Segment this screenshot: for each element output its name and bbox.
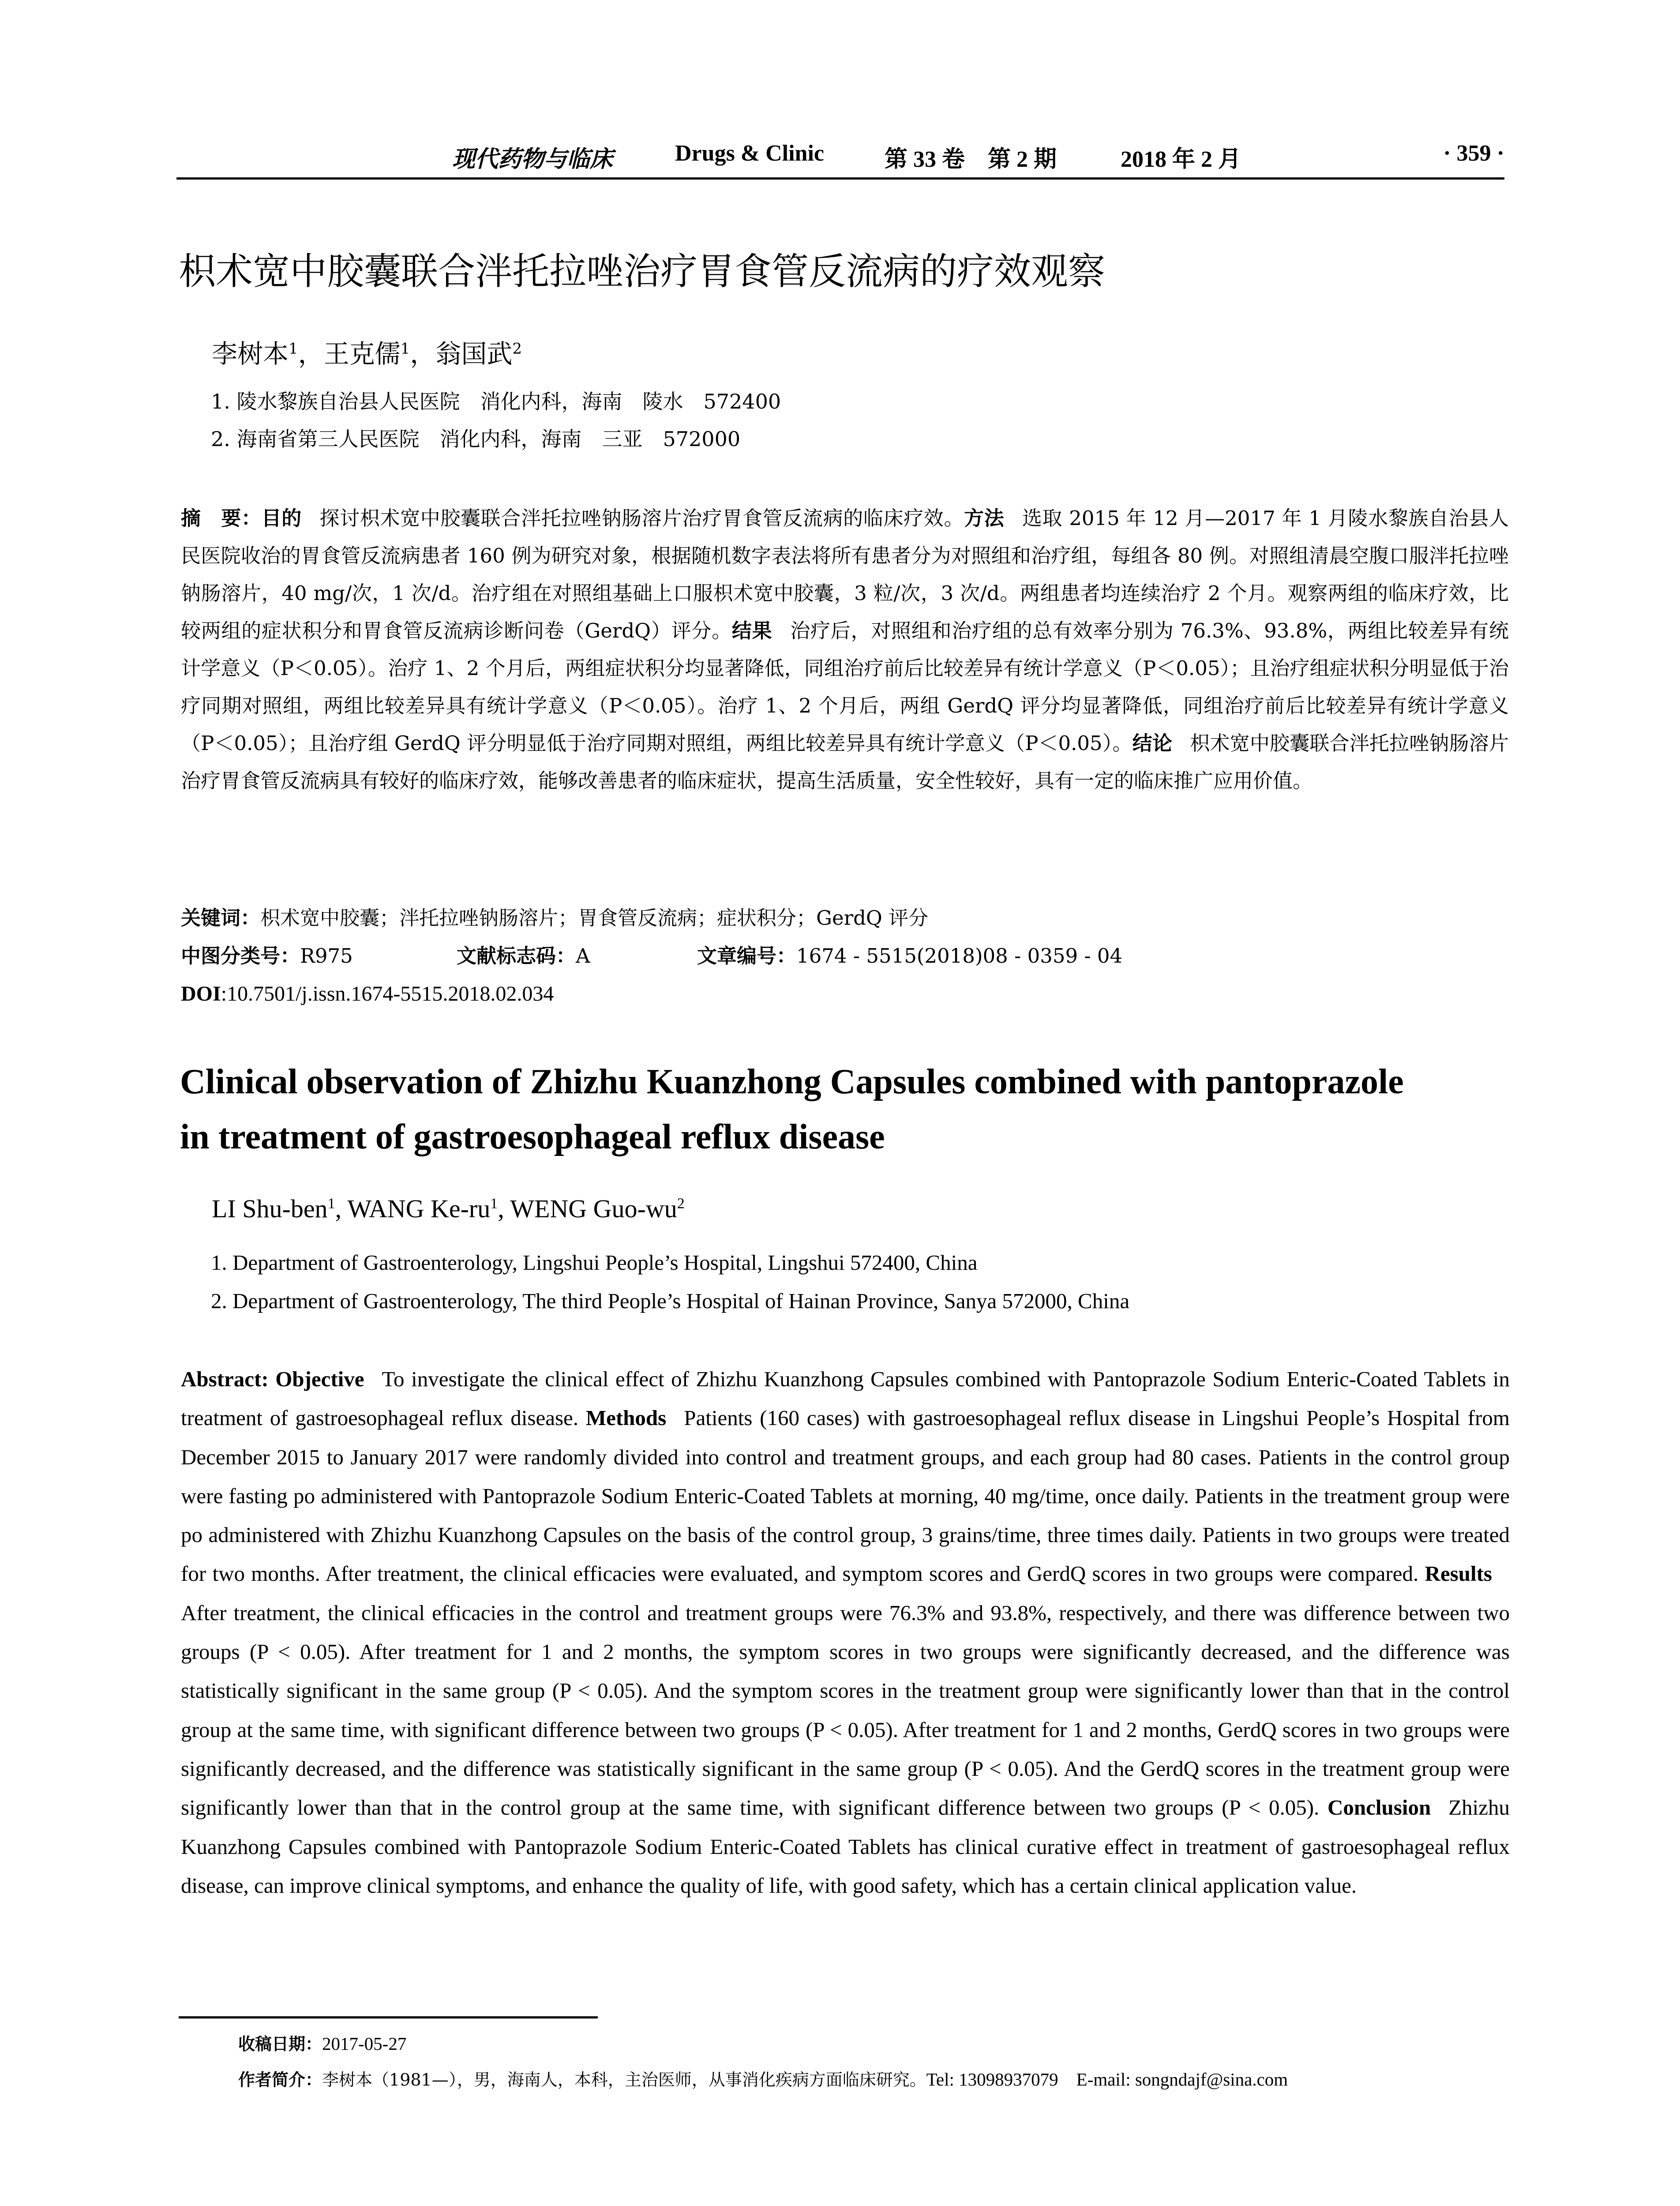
methods-label: 方法 [964,506,1005,530]
author-affiliation-mark: 1 [490,1195,498,1212]
author-affiliation-mark: 2 [512,340,522,358]
clc-value: R975 [300,944,353,968]
title-line-2: in treatment of gastroesophageal reflux disease [180,1118,885,1156]
doi-label: DOI [181,982,221,1005]
document-code [457,937,590,975]
conclusion-label: Conclusion [1328,1795,1431,1820]
methods-text: Patients (160 cases) with gastroesophageal reflux disease in Lingshui People’s Hospital from December 2015 to January 2017 were randomly divided into control and treatment groups, and each group had 80 cases. Patients in the control group were fasting po administered with Pantoprazole Sodium Enteric-Coated Tablets at morning, 40 mg/time, once daily. Patients in the treatment group were po administered with Zhizhu Kuanzhong Capsules on the basis of the control group, 3 grains/time, three times daily. Patients in two groups were treated for two months. After treatment, the clinical efficacies were evaluated, and symptom scores and GerdQ scores in two groups were compared. [181,1406,1510,1586]
contact-info: Tel: 13098937079 E-mail: songndajf@sina.com [926,2069,1288,2090]
author-name: WANG Ke-ru [347,1194,491,1223]
keywords-cn [181,899,1504,937]
issue-date: 2018 年 2 月 [1121,147,1241,172]
author-affiliation-mark: 1 [289,340,298,358]
article-title-cn: 枳术宽中胶囊联合泮托拉唑治疗胃食管反流病的疗效观察 [179,250,1106,293]
author-bio-line [238,2062,1518,2097]
methods-text: 选取 2015 年 12 月—2017 年 1 月陵水黎族自治县人民医院收治的胃食管反流病患者 160 例为研究对象，根据随机数字表法将所有患者分为对照组和治疗组，每组各 80 例。对照组清晨空腹口服泮托拉唑钠肠溶片，40 mg/次，1 次/d。治疗组在对照组基础上口服枳术宽中胶囊，3 粒/次，3 次/d。两组患者均连续治疗 2 个月。观察两组的临床疗效，比较两组的症状积分和胃食管反流病诊断问卷（GerdQ）评分。 [181,506,1509,642]
doi-value: :10.7501/j.issn.1674-5515.2018.02.034 [221,982,554,1005]
abstract-cn [181,499,1509,799]
objective-text: 探讨枳术宽中胶囊联合泮托拉唑钠肠溶片治疗胃食管反流病的临床疗效。 [319,506,964,530]
clc-label: 中图分类号： [181,944,300,968]
journal-name-cn: 现代药物与临床 [452,147,613,172]
header-rule [176,177,1504,180]
received-label: 收稿日期： [238,2034,322,2054]
affiliation-1: 1. 陵水黎族自治县人民医院 消化内科，海南 陵水 572400 [211,390,781,413]
methods-label: Methods [585,1406,667,1430]
results-label: Results [1425,1561,1492,1586]
footnotes [238,2026,1518,2097]
affiliations-en [211,1243,1129,1320]
author-name: 王克儒 [323,339,401,369]
article-number-label: 文章编号： [697,944,797,968]
author-affiliation-mark: 2 [677,1195,685,1212]
volume-issue: 第 33 卷 第 2 期 [885,147,1057,172]
author-separator: ， [410,339,436,369]
conclusion-text: 枳术宽中胶囊联合泮托拉唑钠肠溶片治疗胃食管反流病具有较好的临床疗效，能够改善患者的临床症状，提高生活质量，安全性较好，具有一定的临床推广应用价值。 [181,732,1509,792]
received-date: 2017-05-27 [322,2033,407,2054]
received-date-line [238,2026,1518,2062]
document-code-value: A [576,944,590,968]
page-number: · 359 · [1443,141,1504,166]
author-separator: ， [298,339,324,369]
objective-text: To investigate the clinical effect of Zhizhu Kuanzhong Capsules combined with Pantoprazole Sodium Enteric-Coated Tablets in treatment of gastroesophageal reflux disease. [181,1367,1510,1430]
affiliation-2: 2. 海南省第三人民医院 消化内科，海南 三亚 572000 [211,427,741,451]
keywords-text: 枳术宽中胶囊；泮托拉唑钠肠溶片；胃食管反流病；症状积分；GerdQ 评分 [260,906,929,930]
author-name: 李树本 [212,339,289,369]
results-text: 治疗后，对照组和治疗组的总有效率分别为 76.3%、93.8%，两组比较差异有统计学意义（P＜0.05）。治疗 1、2 个月后，两组症状积分均显著降低，同组治疗前后比较差异有统计学意义（P＜0.05）；且治疗组症状积分明显低于治疗同期对照组，两组比较差异具有统计学意义（P＜0.05）。治疗 1、2 个月后，两组 GerdQ 评分均显著降低，同组治疗前后比较差异有统计学意义（P＜0.05）；且治疗组 GerdQ 评分明显低于治疗同期对照组，两组比较差异具有统计学意义（P＜0.05）。 [181,619,1509,755]
author-affiliation-mark: 1 [327,1195,335,1212]
clc-number [181,937,353,975]
author-name: LI Shu-ben [212,1194,328,1223]
objective-label: Objective [275,1367,364,1391]
results-text: After treatment, the clinical efficacies in the control and treatment groups were 76.3% and 93.8%, respectively, and there was difference between two groups (P < 0.05). After treatment for 1 and 2 months, the symptom scores in two groups were significantly decreased, and the difference was statistically significant in the same group (P < 0.05). And the symptom scores in the treatment group were significantly lower than that in the control group at the same time, with significant difference between two groups (P < 0.05). After treatment for 1 and 2 months, GerdQ scores in two groups were significantly decreased, and the difference was statistically significant in the same group (P < 0.05). And the GerdQ scores in the treatment group were significantly lower than that in the control group at the same time, with significant difference between two groups (P < 0.05). [181,1600,1510,1820]
journal-name-en: Drugs & Clinic [675,141,824,166]
title-line-1: Clinical observation of Zhizhu Kuanzhong Capsules combined with pantoprazole [180,1062,1404,1101]
article-number-value: 1674 - 5515(2018)08 - 0359 - 04 [796,944,1123,968]
affiliation-2: 2. Department of Gastroenterology, The third People’s Hospital of Hainan Province, Sanya 572000, China [211,1289,1130,1313]
footnote-rule [179,2016,598,2018]
doi-line [181,975,554,1013]
abstract-label: 摘 要： [181,506,262,530]
classification-line [181,937,1504,975]
author-list-en [212,1191,685,1227]
author-affiliation-mark: 1 [400,340,410,358]
bio-label: 作者简介： [238,2070,322,2090]
affiliations-cn [211,383,781,458]
author-list-cn [212,336,522,371]
running-header [176,140,1504,176]
abstract-label: Abstract: [181,1367,269,1391]
bio-text: 李树本（1981—），男，海南人，本科，主治医师，从事消化疾病方面临床研究。 [322,2070,926,2090]
conclusion-label: 结论 [1132,732,1173,755]
keywords-label: 关键词： [181,906,261,930]
article-title-en [180,1054,1526,1165]
results-label: 结果 [731,619,772,642]
objective-label: 目的 [261,506,302,530]
conclusion-text: Zhizhu Kuanzhong Capsules combined with Pantoprazole Sodium Enteric-Coated Tablets has clinical curative effect in treatment of gastroesophageal reflux disease, can improve clinical symptoms, and enhance the quality of life, with good safety, which has a certain clinical application value. [181,1795,1510,1898]
author-separator: , [498,1194,510,1223]
author-separator: , [335,1194,348,1223]
document-code-label: 文献标志码： [457,944,576,968]
article-number [697,937,1122,975]
author-name: WENG Guo-wu [510,1194,677,1223]
abstract-en [181,1360,1510,1905]
author-name: 翁国武 [435,339,513,369]
affiliation-1: 1. Department of Gastroenterology, Lingshui People’s Hospital, Lingshui 572400, China [211,1250,978,1275]
